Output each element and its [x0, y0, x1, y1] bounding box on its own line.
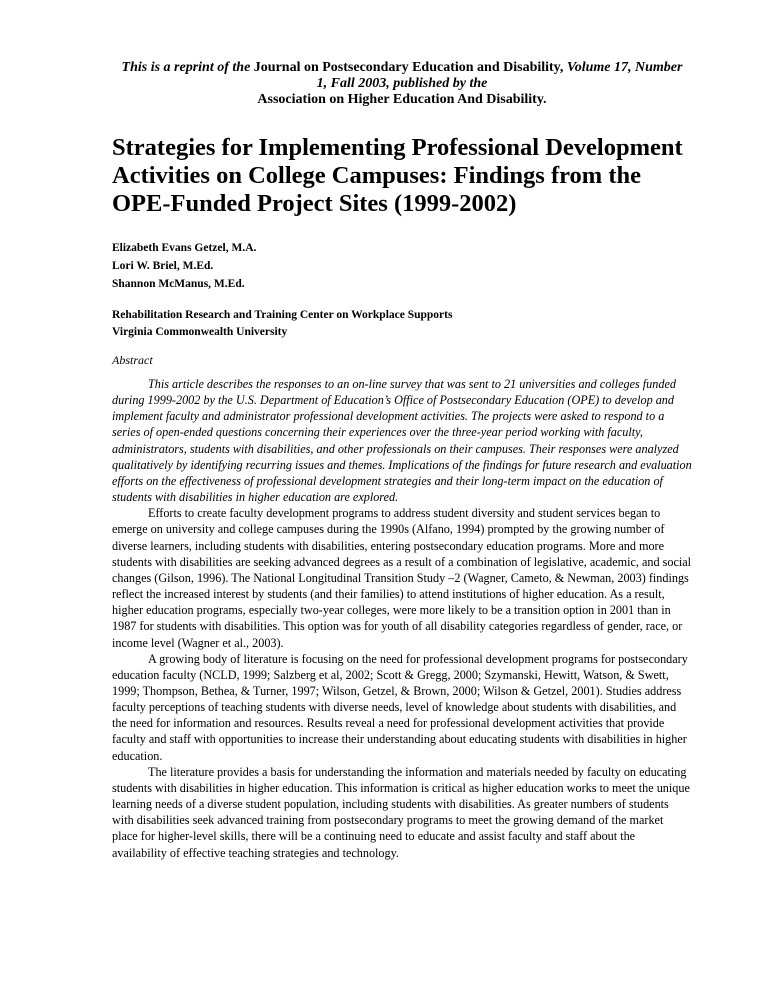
author-name: Shannon McManus, M.Ed.: [112, 278, 245, 290]
reprint-text-2: Volume 17, Number 1, Fall 2003, published by the: [316, 60, 683, 91]
affiliation-university: Virginia Commonwealth University: [112, 326, 288, 338]
body-paragraph: The literature provides a basis for understanding the information and materials needed by faculty on educating students with disabilities in higher education. This information is critical as higher education works to meet the unique learning needs of a diverse student population, including students with disabilities. As greater numbers of students with disabilities seek advanced training from postsecondary programs to meet the growing demand of the market place for higher-level skills, there will be a continuing need to educate and assist faculty and staff about the availability of effective teaching strategies and technology.: [112, 764, 690, 860]
author-name: Elizabeth Evans Getzel, M.A.: [112, 242, 257, 254]
author-name: Lori W. Briel, M.Ed.: [112, 260, 214, 272]
affiliation: [112, 307, 692, 341]
body-paragraph: A growing body of literature is focusing on the need for professional development programs for postsecondary education faculty (NCLD, 1999; Salzberg et al, 2002; Scott & Gregg, 2000; Szymanski, Hewitt, Watson, & Swett, 1999; Thompson, Bethea, & Turner, 1997; Wilson, Getzel, & Brown, 2000; Wilson & Getzel, 2001). Studies address faculty perceptions of teaching students with diverse needs, level of knowledge about students with disabilities, and the need for information and resources. Results reveal a need for professional development activities that provide faculty and staff with opportunities to increase their understanding about educating students with disabilities in higher education.: [112, 651, 688, 763]
body-paragraph: Efforts to create faculty development programs to address student diversity and student services began to emerge on university and college campuses during the 1990s (Alfano, 1994) prompted by the growing number of diverse learners, including students with disabilities, entering postsecondary education programs. More and more students with disabilities are seeking advanced degrees as a result of a combination of legislative, academic, and social changes (Gilson, 1996). The National Longitudinal Transition Study –2 (Wagner, Cameto, & Newman, 2003) findings reflect the increased interest by students (and their families) to attend institutions of higher education. As a result, higher education programs, especially two-year colleges, were more likely to be a transition option in 2001 than in 1987 for students with disabilities. This option was for youth of all disability categories regardless of gender, race, or income level (Wagner et al., 2003).: [112, 506, 692, 650]
affiliation-center: Rehabilitation Research and Training Center on Workplace Supports: [112, 309, 453, 321]
abstract-heading: Abstract: [112, 353, 153, 367]
journal-name: Journal on Postsecondary Education and Disability,: [253, 60, 564, 75]
abstract-paragraph: This article describes the responses to an on-line survey that was sent to 21 universities and colleges funded during 1999-2002 by the U.S. Department of Education’s Office of Postsecondary Education (OPE) to develop and implement faculty and administrator professional development activities. The projects were asked to respond to a series of open-ended questions concerning their experiences over the three-year period working with faculty, administrators, students with disabilities, and other professionals on their campuses. Their responses were analyzed qualitatively by identifying recurring issues and themes. Implications of the findings for future research and evaluation efforts on the effectiveness of professional development strategies and their long-term impact on the education of students with disabilities in higher education are explored.: [112, 377, 692, 505]
article-title: Strategies for Implementing Professional Development Activities on College Campuses: Findings from the OPE-Funded Project Sites (1999-2002): [112, 134, 683, 217]
reprint-notice: [112, 60, 692, 108]
article-body: [112, 376, 692, 861]
reprint-text-1: This is a reprint of the: [121, 60, 254, 75]
author-list: [112, 239, 692, 293]
association-name: Association on Higher Education And Disability.: [257, 92, 547, 107]
